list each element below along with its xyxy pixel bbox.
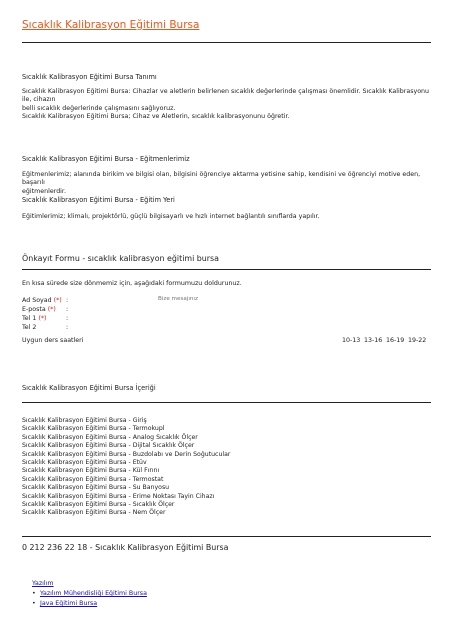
divider	[22, 402, 431, 403]
bullet: •	[32, 600, 36, 607]
list-item: Sıcaklık Kalibrasyon Eğitimi Bursa - Termostat	[22, 475, 164, 483]
list-item: Sıcaklık Kalibrasyon Eğitimi Bursa - Termokupl	[22, 425, 165, 433]
list-item: Sıcaklık Kalibrasyon Eğitimi Bursa - Kül Fırını	[22, 467, 160, 475]
section-heading-egitim-yeri: Sıcaklık Kalibrasyon Eğitimi Bursa - Eğitim Yeri	[22, 196, 175, 204]
label-text: E-posta	[22, 306, 46, 313]
tanim-paragraph	[22, 88, 432, 113]
list-item: Sıcaklık Kalibrasyon Eğitimi Bursa - Erime Noktası Tayin Cihazı	[22, 492, 215, 500]
time-option-13-16[interactable]: 13-16	[364, 337, 383, 344]
contact-phone-line: 0 212 236 22 18 - Sıcaklık Kalibrasyon Eğitimi Bursa	[22, 543, 229, 552]
list-item: Sıcaklık Kalibrasyon Eğitimi Bursa - Analog Sıcaklık Ölçer	[22, 433, 198, 441]
time-option-16-19[interactable]: 16-19	[386, 337, 405, 344]
list-item: Sıcaklık Kalibrasyon Eğitimi Bursa - Sıcaklık Ölçer	[22, 501, 175, 508]
divider	[22, 269, 431, 270]
list-item: Sıcaklık Kalibrasyon Eğitimi Bursa - Etüv	[22, 459, 147, 466]
bullet: •	[32, 590, 36, 597]
footer-link-yazilim-muhendisligi[interactable]: Yazılım Mühendisliği Eğitimi Bursa	[40, 590, 147, 597]
list-item: Sıcaklık Kalibrasyon Eğitimi Bursa - Nem Ölçer	[22, 509, 166, 517]
name-label	[22, 297, 62, 304]
label-text: Ad Soyad	[22, 297, 52, 304]
footer-link-java[interactable]: Java Eğitimi Bursa	[40, 600, 98, 607]
tanim-paragraph-2: Sıcaklık Kalibrasyon Eğitimi Bursa; Cihaz ve Aletlerin, sıcaklık kalibrasyonunu öğretir.	[22, 113, 290, 120]
colon: :	[66, 315, 69, 322]
form-heading: Önkayıt Formu - sıcaklık kalibrasyon eğitimi bursa	[22, 254, 219, 263]
text-line: Sıcaklık Kalibrasyon Eğitimi Bursa: Cihazlar ve aletlerin belirlenen sıcaklık değerlerinde çalışması önemlidir. Sıcaklık Kalibrasyonu ile, cihazın	[22, 88, 430, 104]
section-heading-tanim: Sıcaklık Kalibrasyon Eğitimi Bursa Tanımı	[22, 73, 157, 81]
message-input[interactable]	[158, 296, 268, 302]
list-item: Sıcaklık Kalibrasyon Eğitimi Bursa - Buzdolabı ve Derin Soğutucular	[22, 450, 231, 458]
divider	[22, 42, 431, 43]
name-field[interactable]	[74, 297, 154, 305]
footer-category-link[interactable]: Yazılım	[32, 580, 54, 587]
label-text: Tel 1	[22, 315, 37, 322]
colon: :	[66, 324, 69, 331]
text-line: belli sıcaklık değerlerinde çalışmasını sağlıyoruz.	[22, 104, 176, 112]
section-heading-egitmenler: Sıcaklık Kalibrasyon Eğitimi Bursa - Eğitmenlerimiz	[22, 155, 190, 163]
time-option-10-13[interactable]: 10-13	[342, 337, 361, 344]
text-line: Eğitmenlerimiz; alanında birikim ve bilgisi olan, bilgisini öğrenciye aktarma yetisine sahip, kendisini ve öğrenciyi motive eden, başarılı	[22, 171, 421, 187]
divider	[22, 536, 431, 537]
phone1-field[interactable]	[74, 315, 154, 323]
colon: :	[66, 297, 69, 304]
times-label: Uygun ders saatleri	[22, 337, 84, 344]
required-mark: (*)	[38, 315, 47, 322]
phone2-label: Tel 2	[22, 324, 37, 331]
required-mark: (*)	[53, 297, 62, 304]
phone1-label	[22, 315, 47, 322]
time-option-19-22[interactable]: 19-22	[408, 337, 427, 344]
egitim-yeri-paragraph: Eğitimlerimiz; klimalı, projektörlü, güçlü bilgisayarlı ve hızlı internet bağlantılı sınıflarda yapılır.	[22, 213, 320, 220]
text-line: eğitmenlerdir.	[22, 187, 66, 195]
email-field[interactable]	[74, 306, 154, 314]
phone2-field[interactable]	[74, 324, 154, 332]
egitmenler-paragraph	[22, 171, 432, 196]
email-label	[22, 306, 56, 313]
colon: :	[66, 306, 69, 313]
form-intro: En kısa sürede size dönmemiz için, aşağıdaki formumuzu doldurunuz.	[22, 280, 242, 287]
list-item: Sıcaklık Kalibrasyon Eğitimi Bursa - Dijital Sıcaklık Ölçer	[22, 442, 195, 450]
required-mark: (*)	[47, 306, 56, 313]
list-item: Sıcaklık Kalibrasyon Eğitimi Bursa - Su Banyosu	[22, 484, 170, 492]
list-item: Sıcaklık Kalibrasyon Eğitimi Bursa - Giriş	[22, 417, 147, 424]
section-heading-icerik: Sıcaklık Kalibrasyon Eğitimi Bursa İçeriği	[22, 384, 156, 392]
page-title-link[interactable]: Sıcaklık Kalibrasyon Eğitimi Bursa	[22, 19, 200, 31]
